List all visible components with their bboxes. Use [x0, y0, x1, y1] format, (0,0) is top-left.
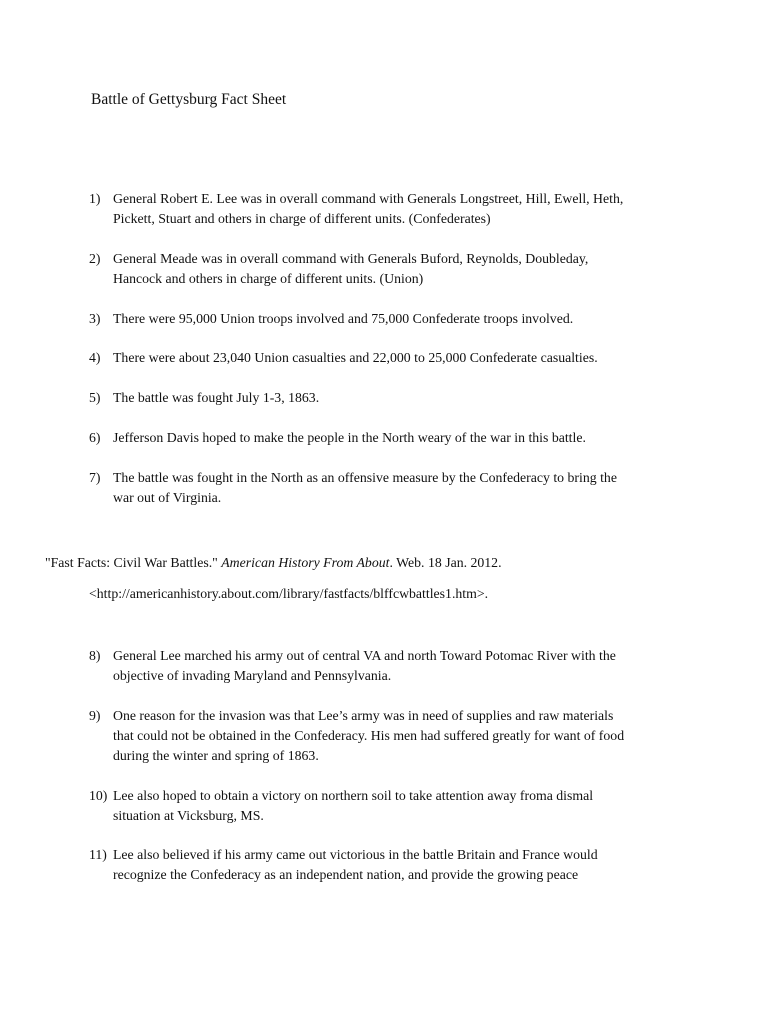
list-item: [89, 786, 689, 826]
list-item: [89, 428, 689, 448]
item-text: [113, 388, 689, 408]
citation-title: "Fast Facts: Civil War Battles.": [45, 555, 222, 570]
item-text: [113, 468, 689, 508]
item-line: General Lee marched his army out of central VA and north Toward Potomac River with the: [113, 648, 616, 663]
list-item: [89, 309, 689, 329]
list-item: [89, 468, 689, 508]
list-item: [89, 706, 689, 766]
item-line: The battle was fought July 1-3, 1863.: [113, 390, 320, 405]
citation-url: <http://americanhistory.about.com/library/fastfacts/blffcwbattles1.htm>.: [89, 586, 489, 601]
item-number: 7): [89, 470, 101, 485]
item-text: [113, 646, 689, 686]
item-text: [113, 845, 689, 885]
item-line: objective of invading Maryland and Pennsylvania.: [113, 668, 392, 683]
item-line: recognize the Confederacy as an independent nation, and provide the growing peace: [113, 867, 579, 882]
item-line: General Robert E. Lee was in overall command with Generals Longstreet, Hill, Ewell, Heth,: [113, 191, 624, 206]
item-line: There were about 23,040 Union casualties and 22,000 to 25,000 Confederate casualties.: [113, 350, 598, 365]
item-number: 3): [89, 311, 101, 326]
item-line: Lee also believed if his army came out victorious in the battle Britain and France would: [113, 847, 598, 862]
citation-source: American History From About: [221, 555, 390, 570]
item-line: that could not be obtained in the Confederacy. His men had suffered greatly for want of food: [113, 728, 625, 743]
item-line: during the winter and spring of 1863.: [113, 748, 319, 763]
item-text: [113, 428, 689, 448]
item-number: 2): [89, 251, 101, 266]
item-line: situation at Vicksburg, MS.: [113, 808, 264, 823]
list-item: [89, 646, 689, 686]
item-text: [113, 348, 689, 368]
document-title: Battle of Gettysburg Fact Sheet: [91, 91, 287, 108]
item-line: Jefferson Davis hoped to make the people in the North weary of the war in this battle.: [113, 430, 586, 445]
citation: [45, 553, 502, 573]
item-line: Lee also hoped to obtain a victory on northern soil to take attention away froma dismal: [113, 788, 594, 803]
list-item: [89, 348, 689, 368]
list-item: [89, 845, 689, 885]
item-line: General Meade was in overall command with Generals Buford, Reynolds, Doubleday,: [113, 251, 589, 266]
item-number: 9): [89, 708, 101, 723]
item-line: Hancock and others in charge of different units. (Union): [113, 271, 424, 286]
item-line: There were 95,000 Union troops involved and 75,000 Confederate troops involved.: [113, 311, 574, 326]
item-text: [113, 309, 689, 329]
list-item: [89, 189, 689, 229]
item-text: [113, 189, 689, 229]
item-text: [113, 249, 689, 289]
list-item: [89, 249, 689, 289]
item-line: The battle was fought in the North as an offensive measure by the Confederacy to bring the: [113, 470, 617, 485]
item-text: [113, 706, 689, 766]
item-number: 4): [89, 350, 101, 365]
item-number: 6): [89, 430, 101, 445]
item-number: 10): [89, 788, 108, 803]
item-line: Pickett, Stuart and others in charge of different units. (Confederates): [113, 211, 491, 226]
item-line: One reason for the invasion was that Lee’s army was in need of supplies and raw materials: [113, 708, 614, 723]
item-number: 11): [89, 847, 107, 862]
citation-date: . Web. 18 Jan. 2012.: [389, 555, 502, 570]
item-line: war out of Virginia.: [113, 490, 222, 505]
item-number: 5): [89, 390, 101, 405]
item-number: 1): [89, 191, 101, 206]
list-item: [89, 388, 689, 408]
item-number: 8): [89, 648, 101, 663]
item-text: [113, 786, 689, 826]
